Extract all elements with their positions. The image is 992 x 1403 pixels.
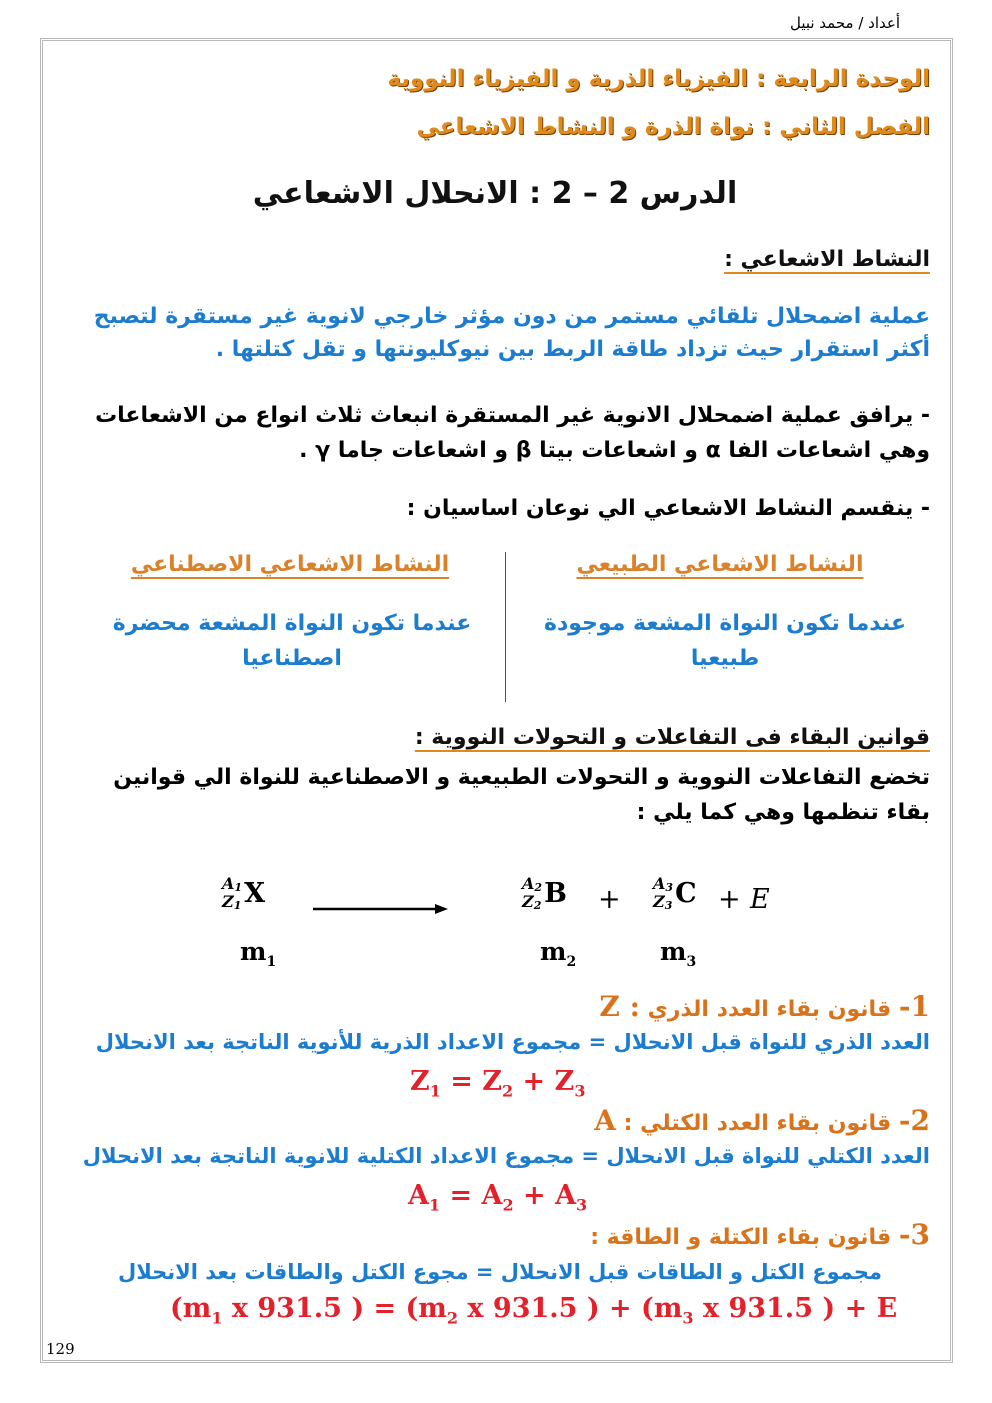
author-header: أعداد / محمد نبيل [789, 14, 900, 32]
plus-sign: + [718, 884, 741, 915]
daughter-nucleus-b: $A_2$ $Z_2$ B [522, 874, 567, 912]
conservation-heading: قوانين البقاء فى التفاعلات و التحولات النووية : [414, 725, 930, 750]
radiation-types-text: - يرافق عملية اضمحلال الانوية غير المستقرة انبعاث ثلاث انواع من الاشعاعات وهي اشعاعات الفا α و اشعاعات بيتا β و اشعاعات جاما γ . [95, 403, 930, 464]
mass-m1: $m_1$ [240, 937, 277, 970]
mass-m2: $m_2$ [540, 937, 577, 970]
law-atomic-number-definition: العدد الذري للنواة قبل الانحلال = مجموع الاعداد الذرية للأنوية الناتجة بعد الانحلال [95, 1030, 930, 1054]
atomic-number-formula: $Z_1 = Z_2 + Z_3$ [410, 1066, 586, 1101]
plus-sign: + [598, 884, 621, 915]
conservation-intro: تخضع التفاعلات النووية و التحولات الطبيعية و الاصطناعية للنواة الي قوانين بقاء تنظمها وهي كما يلي : [113, 765, 930, 826]
law-mass-energy-definition: مجموع الكتل و الطاقات قبل الانحلال = مجوع الكتل والطاقات بعد الانحلال [117, 1260, 882, 1284]
division-text: - ينقسم النشاط الاشعاعي الي نوعان اساسيان : [406, 496, 930, 521]
daughter-nucleus-c: $A_3$ $Z_3$ C [653, 874, 697, 912]
energy-symbol: E [750, 884, 770, 915]
natural-title: النشاط الاشعاعي الطبيعي [576, 552, 864, 577]
page-number: 129 [46, 1340, 75, 1358]
natural-description: عندما تكون النواة المشعة موجودة طبيعيا [543, 611, 906, 672]
law-atomic-number-title: 1- قانون بقاء العدد الذري Z : [599, 990, 930, 1023]
lesson-title: الدرس 2 – 2 : الانحلال الاشعاعي [252, 176, 738, 211]
parent-nucleus: $A_1$ $Z_1$ X [222, 874, 266, 912]
reaction-arrow-icon [313, 901, 448, 917]
mass-energy-formula: ($m_1$ x 931.5 ) = ($m_2$ x 931.5 ) + ($m_3$ x 931.5 ) + E [170, 1293, 898, 1328]
mass-number-formula: $A_1 = A_2 + A_3$ [408, 1180, 588, 1215]
radioactivity-definition: عملية اضمحلال تلقائي مستمر من دون مؤثر خارجي لانوية غير مستقرة لتصبح أكثر استقرار حيث تزداد طاقة الربط بين نيوكليونتها و تقل كتلتها . [93, 304, 930, 362]
unit-title: الوحدة الرابعة : الفيزياء الذرية و الفيزياء النووية [387, 66, 930, 92]
law-mass-energy-title: 3- قانون بقاء الكتلة و الطاقة : [590, 1218, 930, 1251]
chapter-title: الفصل الثاني : نواة الذرة و النشاط الاشعاعي [416, 114, 930, 140]
law-mass-number-title: 2- قانون بقاء العدد الكتلي : A [594, 1104, 930, 1137]
radioactivity-heading: النشاط الاشعاعي : [724, 247, 930, 272]
artificial-description: عندما تكون النواة المشعة محضرة اصطناعيا [112, 611, 472, 672]
column-divider [505, 552, 506, 702]
mass-m3: $m_3$ [660, 937, 697, 970]
artificial-title: النشاط الاشعاعي الاصطناعي [130, 552, 450, 577]
law-mass-number-definition: العدد الكتلي للنواة قبل الانحلال = مجموع الاعداد الكتلية للانوية الناتجة بعد الانحلال [82, 1144, 930, 1168]
